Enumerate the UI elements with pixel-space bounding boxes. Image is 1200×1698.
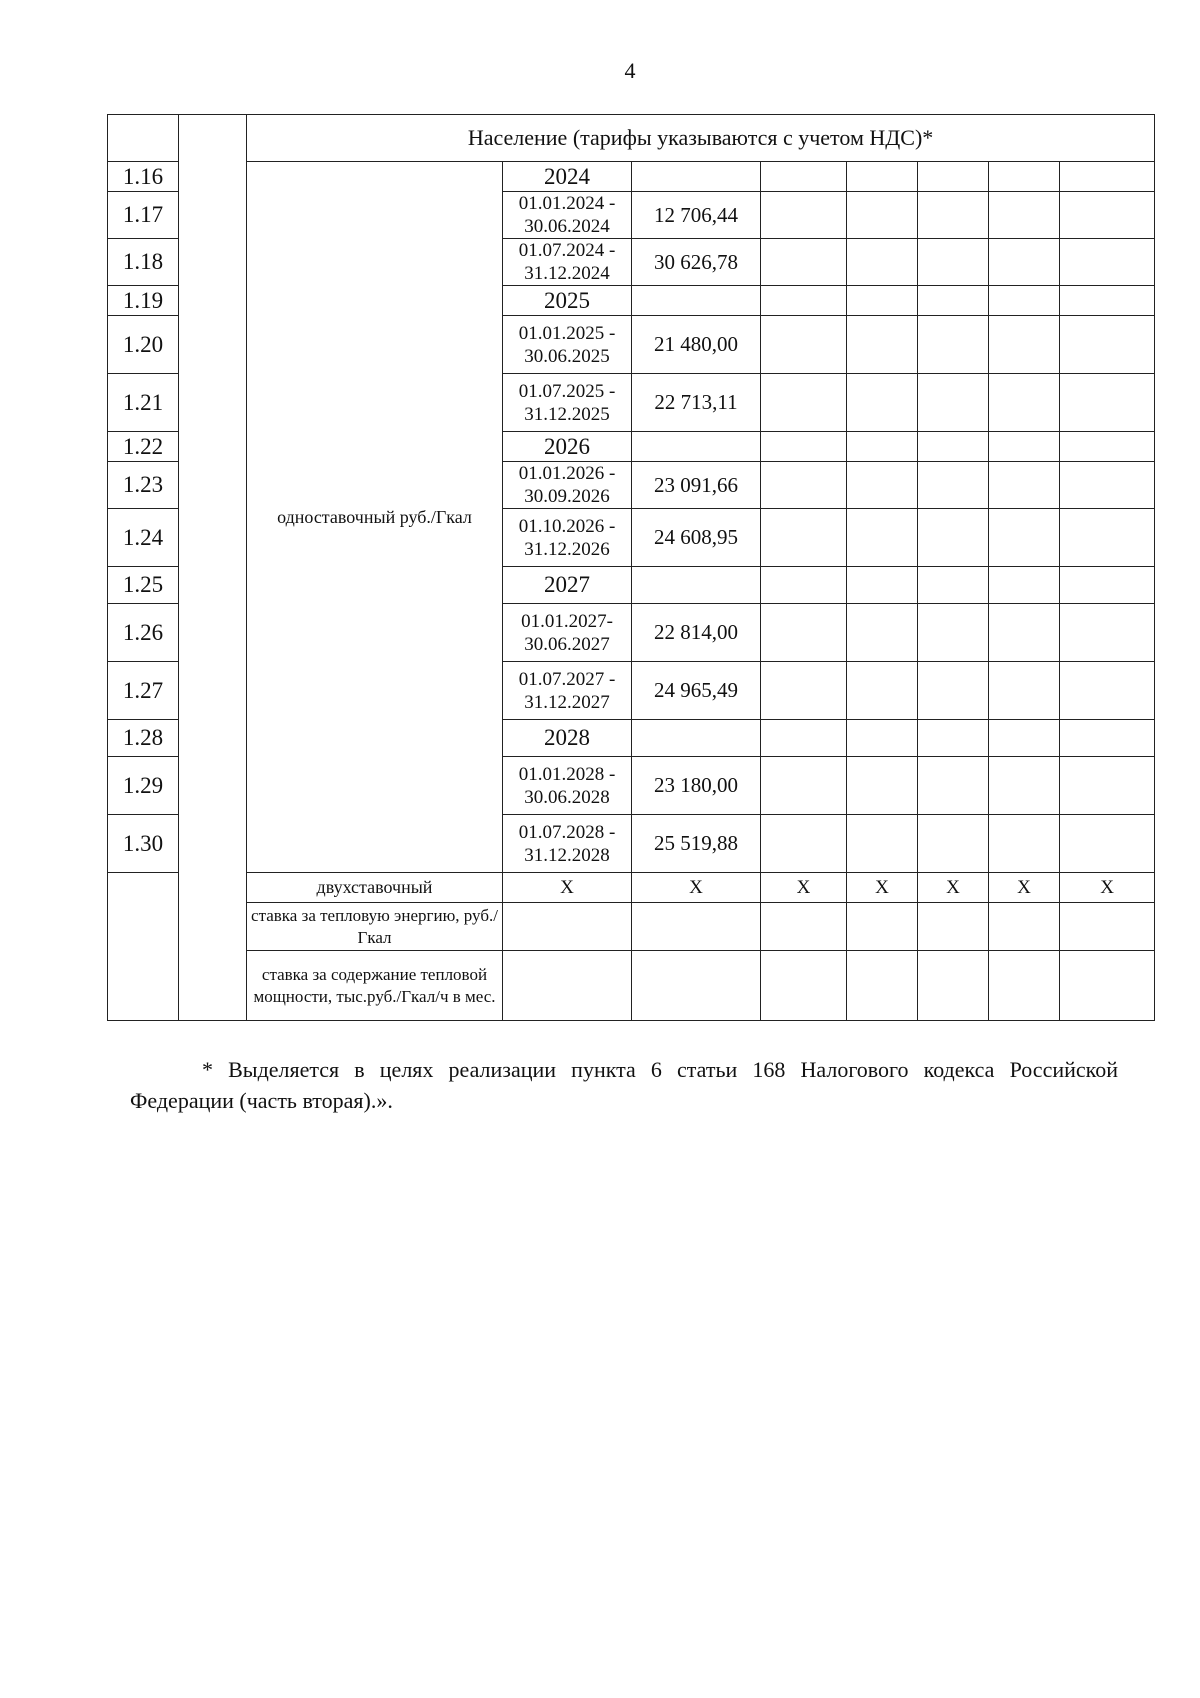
empty-cell xyxy=(1060,162,1155,192)
empty-cell xyxy=(847,432,918,462)
period-cell xyxy=(503,757,632,815)
period-line: 30.06.2025 xyxy=(524,345,610,367)
empty-cell xyxy=(1060,239,1155,286)
empty-cell xyxy=(989,662,1060,720)
period-line: 01.01.2028 - xyxy=(518,763,616,785)
empty-cell xyxy=(632,903,761,951)
empty-cell xyxy=(989,432,1060,462)
single-rate-label: одноставочный руб./Гкал xyxy=(247,162,503,873)
empty-cell xyxy=(918,662,989,720)
heat-rate-label: ставка за тепловую энергию, руб./Гкал xyxy=(247,903,503,951)
table-row xyxy=(108,162,1155,192)
empty-value-cell xyxy=(632,286,761,316)
period-cell xyxy=(503,604,632,662)
capacity-rate-label: ставка за содержание тепловой мощности, тыс.руб./Гкал/ч в мес. xyxy=(247,951,503,1021)
empty-cell xyxy=(1060,720,1155,757)
period-line: 01.10.2026 - xyxy=(518,515,616,537)
empty-cell xyxy=(632,951,761,1021)
empty-cell xyxy=(918,192,989,239)
empty-cell xyxy=(847,462,918,509)
empty-cell xyxy=(989,374,1060,432)
empty-value-cell xyxy=(632,567,761,604)
empty-cell xyxy=(847,316,918,374)
period-line: 01.01.2024 - xyxy=(518,193,616,214)
empty-cell xyxy=(918,432,989,462)
period-line: 31.12.2024 xyxy=(524,263,610,284)
empty-cell xyxy=(989,757,1060,815)
two-rate-row xyxy=(108,873,1155,903)
period-cell xyxy=(503,192,632,239)
row-number: 1.18 xyxy=(108,239,179,286)
empty-cell xyxy=(761,567,847,604)
empty-cell xyxy=(918,162,989,192)
empty-cell xyxy=(989,720,1060,757)
empty-cell xyxy=(918,286,989,316)
empty-cell xyxy=(989,604,1060,662)
empty-cell xyxy=(761,757,847,815)
empty-value-cell xyxy=(632,162,761,192)
empty-cell xyxy=(918,509,989,567)
row-number: 1.26 xyxy=(108,604,179,662)
empty-value-cell xyxy=(632,432,761,462)
empty-cell xyxy=(847,239,918,286)
empty-cell xyxy=(847,720,918,757)
empty-cell xyxy=(847,162,918,192)
row-number: 1.30 xyxy=(108,815,179,873)
empty-cell xyxy=(847,815,918,873)
row-number: 1.17 xyxy=(108,192,179,239)
period-line: 31.12.2025 xyxy=(524,403,610,425)
period-line: 31.12.2026 xyxy=(524,538,610,560)
page-number: 4 xyxy=(624,58,636,83)
tariff-value: 21 480,00 xyxy=(632,316,761,374)
empty-cell xyxy=(1060,903,1155,951)
empty-cell xyxy=(1060,286,1155,316)
empty-cell xyxy=(1060,509,1155,567)
empty-cell xyxy=(847,192,918,239)
period-line: 31.12.2028 xyxy=(524,844,610,866)
row-number: 1.23 xyxy=(108,462,179,509)
row-number: 1.25 xyxy=(108,567,179,604)
period-cell xyxy=(503,316,632,374)
empty-cell xyxy=(918,951,989,1021)
x-mark: Х xyxy=(503,873,632,903)
x-mark: Х xyxy=(632,873,761,903)
blank-column-cell xyxy=(179,115,247,1021)
empty-cell xyxy=(1060,662,1155,720)
period-line: 01.07.2028 - xyxy=(518,821,616,843)
empty-cell xyxy=(918,462,989,509)
empty-cell xyxy=(761,239,847,286)
empty-cell xyxy=(847,662,918,720)
period-line: 01.07.2025 - xyxy=(518,380,616,402)
empty-cell xyxy=(918,374,989,432)
year-cell: 2025 xyxy=(503,286,632,316)
empty-cell xyxy=(761,286,847,316)
empty-cell xyxy=(918,757,989,815)
empty-cell xyxy=(847,374,918,432)
empty-value-cell xyxy=(632,720,761,757)
row-number: 1.24 xyxy=(108,509,179,567)
empty-cell xyxy=(1060,462,1155,509)
footnote: * Выделяется в целях реализации пункта 6 статьи 168 Налогового кодекса Российской Федерации (часть вторая).». xyxy=(130,1057,1118,1113)
period-line: 01.07.2027 - xyxy=(518,668,616,690)
tariff-value: 22 713,11 xyxy=(632,374,761,432)
empty-cell xyxy=(847,903,918,951)
period-cell xyxy=(503,239,632,286)
empty-cell xyxy=(847,604,918,662)
year-cell: 2027 xyxy=(503,567,632,604)
empty-cell xyxy=(989,509,1060,567)
empty-cell xyxy=(761,604,847,662)
period-line: 01.01.2027- xyxy=(521,610,613,632)
capacity-rate-row xyxy=(108,951,1155,1021)
tariff-table xyxy=(107,114,1155,1021)
x-mark: Х xyxy=(761,873,847,903)
empty-cell xyxy=(847,757,918,815)
year-cell: 2028 xyxy=(503,720,632,757)
empty-cell xyxy=(989,903,1060,951)
empty-cell xyxy=(761,815,847,873)
empty-cell xyxy=(989,316,1060,374)
empty-cell xyxy=(989,239,1060,286)
empty-cell xyxy=(918,239,989,286)
two-rate-number-cell xyxy=(108,873,179,1021)
period-cell xyxy=(503,662,632,720)
empty-cell xyxy=(989,951,1060,1021)
two-rate-label: двухставочный xyxy=(247,873,503,903)
row-number: 1.29 xyxy=(108,757,179,815)
year-cell: 2026 xyxy=(503,432,632,462)
empty-cell xyxy=(1060,374,1155,432)
row-number: 1.20 xyxy=(108,316,179,374)
empty-cell xyxy=(761,509,847,567)
empty-cell xyxy=(1060,316,1155,374)
empty-cell xyxy=(761,462,847,509)
x-mark: Х xyxy=(847,873,918,903)
tariff-value: 22 814,00 xyxy=(632,604,761,662)
empty-cell xyxy=(761,432,847,462)
empty-cell xyxy=(918,604,989,662)
period-line: 30.09.2026 xyxy=(524,486,610,507)
tariff-value: 23 180,00 xyxy=(632,757,761,815)
empty-cell xyxy=(989,462,1060,509)
row-number: 1.28 xyxy=(108,720,179,757)
population-header: Население (тарифы указываются с учетом НДС)* xyxy=(247,115,1155,162)
empty-cell xyxy=(989,815,1060,873)
empty-cell xyxy=(989,192,1060,239)
empty-cell xyxy=(1060,951,1155,1021)
empty-cell xyxy=(1060,432,1155,462)
empty-cell xyxy=(989,567,1060,604)
period-cell xyxy=(503,509,632,567)
empty-cell xyxy=(761,162,847,192)
tariff-value: 25 519,88 xyxy=(632,815,761,873)
header-blank-cell xyxy=(108,115,179,162)
x-mark: Х xyxy=(918,873,989,903)
period-line: 01.07.2024 - xyxy=(518,240,616,261)
x-mark: Х xyxy=(1060,873,1155,903)
year-cell: 2024 xyxy=(503,162,632,192)
empty-cell xyxy=(1060,815,1155,873)
heat-rate-row xyxy=(108,903,1155,951)
empty-cell xyxy=(761,951,847,1021)
empty-cell xyxy=(761,662,847,720)
tariff-value: 24 965,49 xyxy=(632,662,761,720)
period-cell xyxy=(503,374,632,432)
period-line: 01.01.2025 - xyxy=(518,322,616,344)
period-cell xyxy=(503,462,632,509)
empty-cell xyxy=(761,374,847,432)
empty-cell xyxy=(1060,604,1155,662)
empty-cell xyxy=(503,903,632,951)
empty-cell xyxy=(1060,757,1155,815)
empty-cell xyxy=(918,567,989,604)
row-number: 1.19 xyxy=(108,286,179,316)
row-number: 1.27 xyxy=(108,662,179,720)
empty-cell xyxy=(761,192,847,239)
tariff-value: 23 091,66 xyxy=(632,462,761,509)
tariff-table-body xyxy=(108,115,1155,1021)
empty-cell xyxy=(1060,192,1155,239)
period-line: 30.06.2024 xyxy=(524,216,610,237)
period-cell xyxy=(503,815,632,873)
period-line: 30.06.2027 xyxy=(524,633,610,655)
x-mark: Х xyxy=(989,873,1060,903)
empty-cell xyxy=(918,815,989,873)
empty-cell xyxy=(847,286,918,316)
empty-cell xyxy=(761,903,847,951)
empty-cell xyxy=(847,567,918,604)
empty-cell xyxy=(503,951,632,1021)
row-number: 1.21 xyxy=(108,374,179,432)
period-line: 30.06.2028 xyxy=(524,786,610,808)
table-header-row xyxy=(108,115,1155,162)
tariff-value: 12 706,44 xyxy=(632,192,761,239)
empty-cell xyxy=(847,509,918,567)
period-line: 31.12.2027 xyxy=(524,691,610,713)
empty-cell xyxy=(1060,567,1155,604)
empty-cell xyxy=(761,316,847,374)
tariff-value: 30 626,78 xyxy=(632,239,761,286)
empty-cell xyxy=(918,903,989,951)
empty-cell xyxy=(989,162,1060,192)
tariff-value: 24 608,95 xyxy=(632,509,761,567)
row-number: 1.16 xyxy=(108,162,179,192)
empty-cell xyxy=(918,720,989,757)
row-number: 1.22 xyxy=(108,432,179,462)
empty-cell xyxy=(761,720,847,757)
empty-cell xyxy=(847,951,918,1021)
period-line: 01.01.2026 - xyxy=(518,463,616,484)
empty-cell xyxy=(918,316,989,374)
empty-cell xyxy=(989,286,1060,316)
